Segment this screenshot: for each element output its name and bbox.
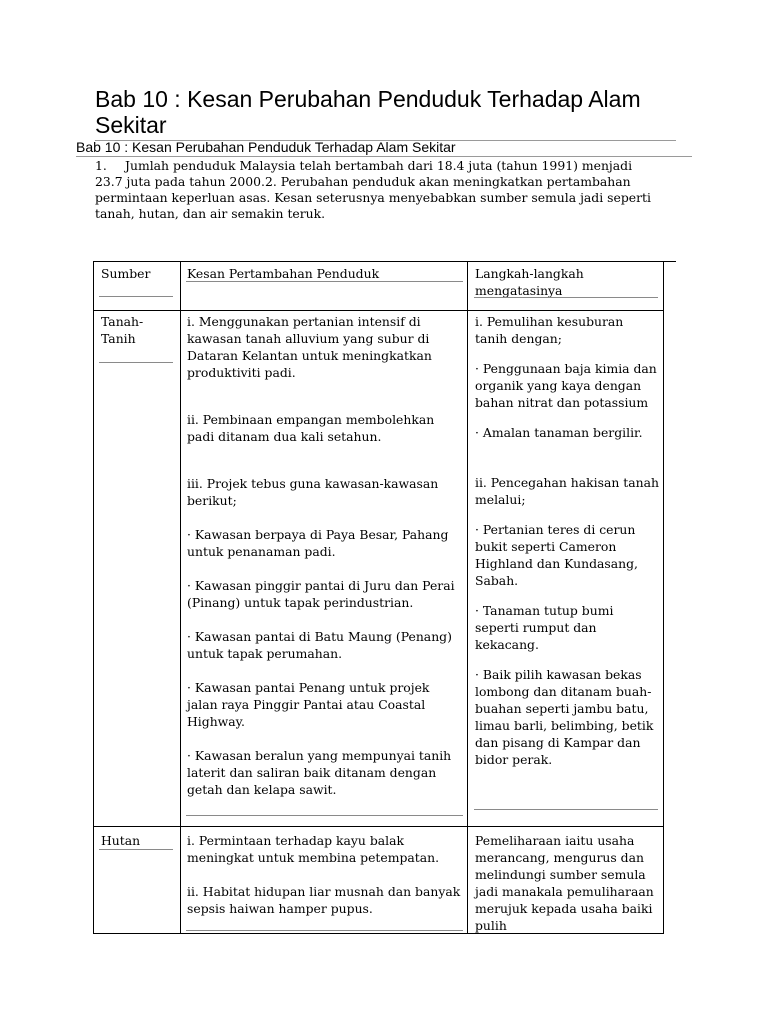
list-item: · Baik pilih kawasan bekas lombong dan ditanam buah-buahan seperti jambu batu, limau barli, belimbing, betik dan pisang di Kampar dan bidor perak.	[475, 667, 654, 767]
table-header-kesan: Kesan Pertambahan Penduduk	[187, 266, 380, 281]
list-item: · Kawasan pantai Penang untuk projek jalan raya Pinggir Pantai atau Coastal Highway.	[187, 680, 430, 729]
list-item: Pemeliharaan iaitu usaha merancang, mengurus dan melindungi sumber semula jadi manakala pemuliharaan merujuk kepada usaha baiki pulih	[475, 833, 654, 933]
list-item: iii. Projek tebus guna kawasan-kawasan berikut;	[187, 476, 439, 508]
list-item: i. Pemulihan kesuburan tanih dengan;	[475, 314, 624, 346]
row-tanah-kesan-underline	[186, 815, 463, 816]
row-tanah-sumber-underline	[99, 362, 173, 363]
list-item: · Kawasan beralun yang mempunyai tanih laterit dan saliran baik ditanam dengan getah dan kelapa sawit.	[187, 748, 452, 797]
intro-number: 1.	[95, 158, 107, 173]
row-hutan-sumber: Hutan	[101, 833, 141, 848]
list-item: · Kawasan berpaya di Paya Besar, Pahang untuk penanaman padi.	[187, 527, 449, 559]
section-subtitle: Bab 10 : Kesan Perubahan Penduduk Terhadap Alam Sekitar	[76, 139, 456, 155]
table-top-extension	[664, 261, 676, 262]
list-item: · Amalan tanaman bergilir.	[475, 425, 643, 440]
header-underline-langkah	[474, 297, 658, 298]
table-header-bottom-border	[93, 310, 664, 311]
list-item: ii. Habitat hidupan liar musnah dan banyak sepsis haiwan hamper pupus.	[187, 884, 461, 916]
row-hutan-langkah	[475, 832, 659, 934]
row-hutan-sumber-underline	[99, 849, 173, 850]
row-tanah-langkah-underline	[474, 809, 658, 810]
page-title: Bab 10 : Kesan Perubahan Penduduk Terhadap Alam Sekitar	[95, 86, 641, 138]
header-underline-sumber	[99, 296, 173, 297]
list-item: · Pertanian teres di cerun bukit seperti Cameron Highland dan Kundasang, Sabah.	[475, 522, 638, 588]
row-hutan-kesan-underline	[186, 930, 463, 931]
list-item: · Kawasan pantai di Batu Maung (Penang) untuk tapak perumahan.	[187, 629, 452, 661]
list-item: ii. Pencegahan hakisan tanah melalui;	[475, 475, 659, 507]
table-header-langkah: Langkah-langkah mengatasinya	[475, 266, 584, 298]
header-underline-kesan	[186, 281, 463, 282]
row-hutan-kesan	[187, 832, 463, 917]
list-item: i. Menggunakan pertanian intensif di kawasan tanah alluvium yang subur di Dataran Kelantan untuk meningkatkan produktiviti padi.	[187, 314, 432, 380]
list-item: i. Permintaan terhadap kayu balak meningkat untuk membina petempatan.	[187, 833, 440, 865]
row-tanah-sumber: Tanah-Tanih	[101, 314, 144, 346]
list-item: · Tanaman tutup bumi seperti rumput dan kekacang.	[475, 603, 614, 652]
list-item: ii. Pembinaan empangan membolehkan padi ditanam dua kali setahun.	[187, 412, 435, 444]
table-column-divider-1	[180, 261, 181, 934]
intro-paragraph	[95, 158, 655, 222]
table-header-sumber: Sumber	[101, 266, 151, 281]
list-item: · Kawasan pinggir pantai di Juru dan Perai (Pinang) untuk tapak perindustrian.	[187, 578, 455, 610]
subtitle-divider	[76, 156, 692, 157]
row-tanah-langkah	[475, 313, 659, 768]
row-tanah-kesan	[187, 313, 463, 798]
table-column-divider-2	[467, 261, 468, 934]
list-item: · Penggunaan baja kimia dan organik yang kaya dengan bahan nitrat dan potassium	[475, 361, 657, 410]
table-row-divider	[93, 826, 664, 827]
intro-text: Jumlah penduduk Malaysia telah bertambah dari 18.4 juta (tahun 1991) menjadi 23.7 juta pada tahun 2000.2. Perubahan penduduk akan meningkatkan pertambahan permintaan keperluan asas. Kesan seterusnya menyebabkan sumber semula jadi seperti tanah, hutan, dan air semakin teruk.	[95, 158, 651, 221]
